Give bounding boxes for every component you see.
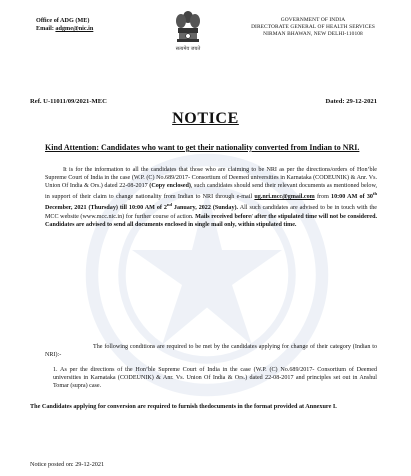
emblem-caption: सत्यमेव जयते	[175, 46, 201, 52]
govt-name: GOVERNMENT OF INDIA	[280, 17, 346, 23]
page-title: NOTICE	[172, 110, 239, 127]
reference-number: Ref. U-11011/09/2021-MEC	[30, 98, 107, 105]
conditions-intro: The following conditions are required to be met by the candidates applying for change of their category (Indian to NRI):-	[45, 344, 377, 359]
ministry-block	[232, 17, 394, 38]
info-text-2: , such candidates should send their relevant documents as mentioned below, in support of their claim to change nationality from Indian to NRI through e-mail	[45, 183, 377, 201]
email-line	[36, 25, 93, 33]
info-text-3: from	[314, 194, 332, 201]
national-emblem-icon	[172, 8, 204, 54]
notice-date: Dated: 29-12-2021	[325, 98, 377, 105]
email-label: Email:	[36, 25, 54, 32]
info-paragraph	[45, 166, 377, 229]
deadline-window: 10:00 AM of 30th December, 2021 (Thursday) till 10:00 AM of 2nd January, 2022 (Sunday).	[45, 191, 377, 212]
condition-item-1: 1. As per the directions of the Hon’ble Supreme Court of India in the case (W.P. (C) No.689/2017- Consortium of Deemed universities in Karnataka (CODEUNIK) & Anr. Vs. Union Of India & Ors.) dated 22-08-2017 and principles set out in Anshul Tomar (supra) case.	[53, 367, 377, 390]
mail-warning: Mails received before/ after the stipulated time will not be considered. Candidates are advised to send all documents enclosed in single mail only, within stipulated time.	[45, 213, 377, 228]
office-email-link[interactable]: adgme@nic.in	[55, 25, 94, 32]
copy-enclosed: (Copy enclosed)	[149, 183, 191, 190]
info-text-4: All such candidates are advised to be in touch with the MCC website (www.mcc.nic.in) for further course of action.	[45, 205, 377, 220]
kind-attention-heading: Kind Attention: Candidates who want to get their nationality converted from Indian to NRI.	[45, 143, 360, 152]
annexure-instruction: The Candidates applying for conversion are required to furnish thedocuments in the format provided at Annexure I.	[30, 403, 337, 410]
directorate-name: DIRECTORATE GENERAL OF HEALTH SERVICES	[251, 24, 375, 30]
nri-email-link[interactable]: ug.nri.mcc@gmail.com	[254, 194, 315, 201]
office-block	[36, 17, 93, 33]
ministry-address: NIRMAN BHAWAN, NEW DELHI-110108	[263, 31, 363, 37]
info-text-1: It is for the information to all the candidates that those who are claiming to be NRI as per the directions/orders of Hon’ble Supreme Court of India in the case (W.P. (C) No.689/2017- Consortium of Deemed universities in Karnataka (CODEUNIK) & Anr. Vs. Union Of India & Ors.) dated 22-08-2017	[45, 167, 377, 190]
posted-date: Notice posted on: 29-12-2021	[30, 461, 105, 468]
office-name: Office of ADG (ME)	[36, 17, 90, 24]
